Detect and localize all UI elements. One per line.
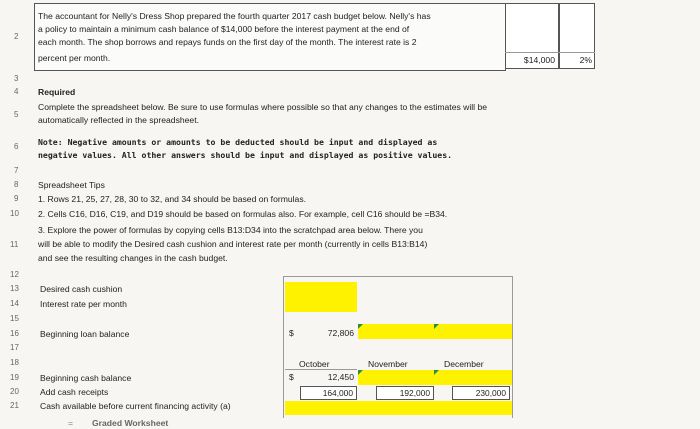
cell-border <box>283 276 284 418</box>
receipts-nov-value: 192,000 <box>399 388 430 398</box>
formula-marker-icon <box>358 324 363 329</box>
add-receipts-label: Add cash receipts <box>40 387 109 397</box>
row-number: 8 <box>14 180 19 189</box>
row-number: 7 <box>14 166 19 175</box>
problem-text-line: The accountant for Nelly's Dress Shop prepared the fourth quarter 2017 cash budget below. Nelly's has <box>38 11 431 21</box>
dollar-sign: $ <box>289 372 294 382</box>
note-line: Note: Negative amounts or amounts to be deducted should be input and displayed as <box>38 137 438 147</box>
row-number: 19 <box>10 373 19 382</box>
row-number: 16 <box>10 329 19 338</box>
interest-rate-label: Interest rate per month <box>40 299 127 309</box>
formula-marker-icon <box>434 324 439 329</box>
tip-line: 3. Explore the power of formulas by copying cells B13:D34 into the scratchpad area below. There you <box>38 225 423 235</box>
receipts-dec-value: 230,000 <box>475 388 506 398</box>
footer-equals: = <box>68 418 74 428</box>
cash-available-label: Cash available before current financing activity (a) <box>40 401 231 411</box>
row-number: 13 <box>10 284 19 293</box>
problem-text-line: each month. The shop borrows and repays funds on the first day of the month. The interest rate is 2 <box>38 37 417 47</box>
row-number: 17 <box>10 343 19 352</box>
interest-rate-input[interactable] <box>285 297 357 312</box>
required-heading: Required <box>38 87 76 97</box>
rate-value[interactable]: 2% <box>579 55 592 65</box>
problem-text-line: a policy to maintain a minimum cash balance of $14,000 before the interest payment at the end of <box>38 24 410 34</box>
cell-border <box>283 276 513 277</box>
beginning-cash-oct[interactable]: 12,450 <box>327 372 354 382</box>
beginning-loan-oct[interactable]: 72,806 <box>327 328 354 338</box>
row-number: 14 <box>10 299 19 308</box>
instruction-line: automatically reflected in the spreadsheet. <box>38 115 199 125</box>
beginning-cash-label: Beginning cash balance <box>40 373 132 383</box>
formula-marker-icon <box>358 370 363 375</box>
instruction-line: Complete the spreadsheet below. Be sure to use formulas where possible so that any changes to the estimates will be <box>38 102 488 112</box>
row-number: 12 <box>10 270 19 279</box>
cell-border <box>285 369 357 370</box>
tip-line: will be able to modify the Desired cash cushion and interest rate per month (currently in cells B13:B14) <box>38 239 428 249</box>
cash-available-input[interactable] <box>285 401 512 415</box>
beginning-loan-label: Beginning loan balance <box>40 329 130 339</box>
tip-line: 1. Rows 21, 25, 27, 28, 30 to 32, and 34 should be based on formulas. <box>38 194 307 204</box>
dollar-sign: $ <box>289 328 294 338</box>
graded-worksheet-tab[interactable]: Graded Worksheet <box>92 418 169 428</box>
row-number: 21 <box>10 401 19 410</box>
problem-text-line: percent per month. <box>38 53 111 63</box>
cell-border <box>512 276 513 418</box>
row-number: 10 <box>10 209 19 218</box>
row-number: 20 <box>10 387 19 396</box>
row-number: 18 <box>10 358 19 367</box>
min-cash-value[interactable]: $14,000 <box>523 55 555 65</box>
desired-cash-input[interactable] <box>285 282 357 297</box>
tip-line: 2. Cells C16, D16, C19, and D19 should be based on formulas also. For example, cell C16 should be =B34. <box>38 209 448 219</box>
month-header-december: December <box>444 359 484 369</box>
row-number: 5 <box>14 110 19 119</box>
row-number: 6 <box>14 142 19 151</box>
row-number: 2 <box>14 32 19 41</box>
formula-marker-icon <box>434 370 439 375</box>
desired-cash-label: Desired cash cushion <box>40 284 123 294</box>
row-number: 9 <box>14 194 19 203</box>
row-number: 3 <box>14 74 19 83</box>
tip-line: and see the resulting changes in the cash budget. <box>38 253 228 263</box>
month-header-october: October <box>299 359 330 369</box>
row-number: 4 <box>14 87 19 96</box>
receipts-dec-cell[interactable] <box>452 386 510 400</box>
receipts-nov-cell[interactable] <box>376 386 434 400</box>
month-header-november: November <box>368 359 408 369</box>
note-line: negative values. All other answers should be input and displayed as positive values. <box>38 150 453 160</box>
receipts-oct-value: 164,000 <box>322 388 353 398</box>
cell-border <box>505 52 595 53</box>
row-number: 11 <box>10 240 19 249</box>
receipts-oct-cell[interactable] <box>300 386 357 400</box>
row-number: 15 <box>10 314 19 323</box>
tips-heading: Spreadsheet Tips <box>38 180 105 190</box>
